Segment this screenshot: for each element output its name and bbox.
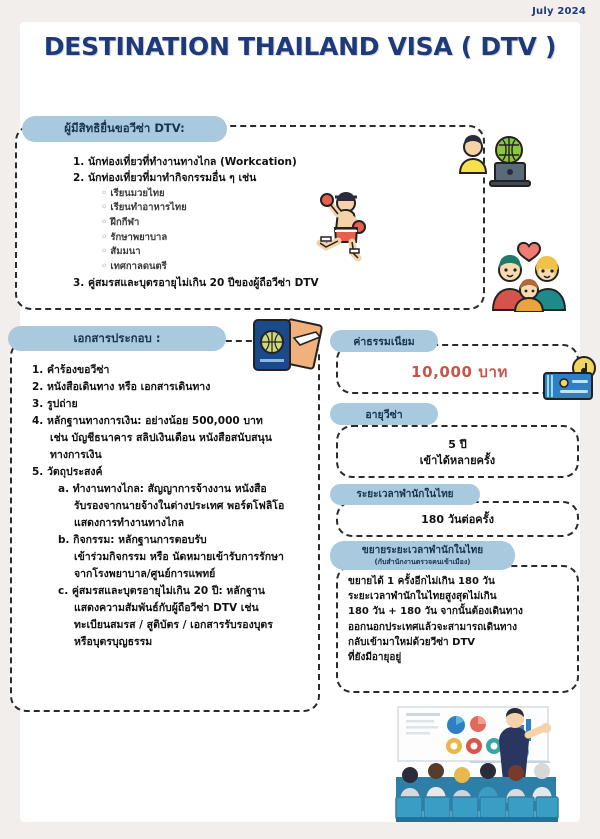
extension-line: 180 วัน + 180 วัน จากนั้นต้องเดินทาง [348, 606, 523, 618]
validity-years: 5 ปี [448, 438, 467, 451]
list-item-continuation: ทางการเงิน [50, 449, 102, 461]
list-item: a. ทำงานทางไกล: สัญญาการจ้างงาน หนังสือ [58, 483, 267, 495]
extension-line: ที่ยังมีอายุอยู่ [348, 651, 402, 663]
ticket-badge-icon [540, 355, 600, 407]
list-item: 4. หลักฐานทางการเงิน: อย่างน้อย 500,000 บาท [32, 415, 263, 427]
stay-value: 180 วันต่อครั้ง [421, 513, 494, 526]
publication-date: July 2024 [532, 6, 586, 17]
fee-value: 10,000 บาท [411, 363, 508, 381]
list-item-continuation: เช่น บัญชีธนาคาร สลิปเงินเดือน หนังสือสนับสนุน [50, 432, 272, 444]
stay-panel [336, 501, 579, 537]
muay-thai-boxer-icon [305, 185, 367, 263]
validity-label: อายุวีซ่า [330, 403, 438, 425]
list-item: c. คู่สมรสและบุตรอายุไม่เกิน 20 ปี: หลักฐาน [58, 585, 265, 597]
extension-panel [336, 565, 579, 693]
extension-label: ขยายระยะเวลาพำนักในไทย (กับสำนักงานตรวจคนเข้าเมือง) [330, 541, 515, 570]
extension-line: กลับเข้ามาใหม่ด้วยวีซ่า DTV [348, 636, 476, 648]
list-item: ◦ เทศกาลดนตรี [101, 260, 439, 275]
list-item-continuation: แสดงการทำงานทางไกล [74, 517, 185, 529]
extension-line: ระยะเวลาพำนักในไทยสูงสุดไม่เกิน [348, 591, 497, 603]
remote-worker-globe-laptop-icon [455, 133, 531, 191]
documents-panel [10, 340, 320, 712]
list-item-continuation: เข้าร่วมกิจกรรม หรือ นัดหมายเข้ารับการรักษา [74, 551, 284, 563]
list-item: 3. รูปถ่าย [32, 398, 78, 410]
eligible-list [59, 154, 439, 291]
seminar-presentation-icon [370, 705, 580, 823]
documents-label: เอกสารประกอบ : [8, 326, 226, 351]
validity-panel [336, 425, 579, 478]
list-item-continuation: รับรองจากนายจ้างในต่างประเทศ พอร์ตโฟลิโอ [74, 500, 285, 512]
list-item: ◦ ฝึกกีฬา [101, 216, 439, 231]
eligible-label: ผู้มีสิทธิยื่นขอวีซ่า DTV: [22, 116, 227, 142]
list-item: ◦ สัมมนา [101, 245, 439, 260]
list-item-continuation: จากโรงพยาบาล/ศูนย์การแพทย์ [74, 568, 216, 580]
stay-label: ระยะเวลาพำนักในไทย [330, 484, 480, 505]
list-item-continuation: หรือบุตรบุญธรรม [74, 636, 153, 648]
extension-line: ขยายได้ 1 ครั้งอีกไม่เกิน 180 วัน [348, 576, 495, 587]
list-item: 1. คำร้องขอวีซ่า [32, 364, 110, 376]
validity-entries: เข้าได้หลายครั้ง [419, 454, 496, 467]
list-item: 5. วัตถุประสงค์ [32, 466, 103, 478]
extension-line: ออกนอกประเทศแล้วจะสามารถเดินทาง [348, 621, 518, 633]
list-item: ◦ เรียนมวยไทย [101, 187, 439, 202]
extension-body [348, 574, 576, 665]
extension-sublabel: (กับสำนักงานตรวจคนเข้าเมือง) [374, 558, 471, 566]
list-item: ◦ เรียนทำอาหารไทย [101, 201, 439, 216]
list-item: b. กิจกรรม: หลักฐานการตอบรับ [58, 534, 207, 546]
list-item: 1. นักท่องเที่ยวที่ทำงานทางไกล (Workcation) [73, 156, 297, 168]
page-title: DESTINATION THAILAND VISA ( DTV ) [43, 32, 557, 61]
list-item: 2. นักท่องเที่ยวที่มาทำกิจกรรมอื่น ๆ เช่น [73, 172, 257, 185]
documents-list [26, 362, 314, 651]
list-item: ◦ รักษาพยาบาล [101, 231, 439, 246]
list-item-continuation: แสดงความสัมพันธ์กับผู้ถือวีซ่า DTV เช่น [74, 602, 259, 614]
passport-and-boarding-pass-icon [248, 316, 326, 378]
fee-label: ค่าธรรมเนียม [330, 330, 438, 352]
list-item: 2. หนังสือเดินทาง หรือ เอกสารเดินทาง [32, 381, 211, 393]
list-item-continuation: ทะเบียนสมรส / สูติบัตร / เอกสารรับรองบุตร [74, 619, 273, 631]
list-item: 3. คู่สมรสและบุตรอายุไม่เกิน 20 ปีของผู้ถือวีซ่า DTV [73, 276, 319, 289]
eligible-panel [15, 125, 485, 310]
family-with-heart-icon [485, 240, 573, 312]
